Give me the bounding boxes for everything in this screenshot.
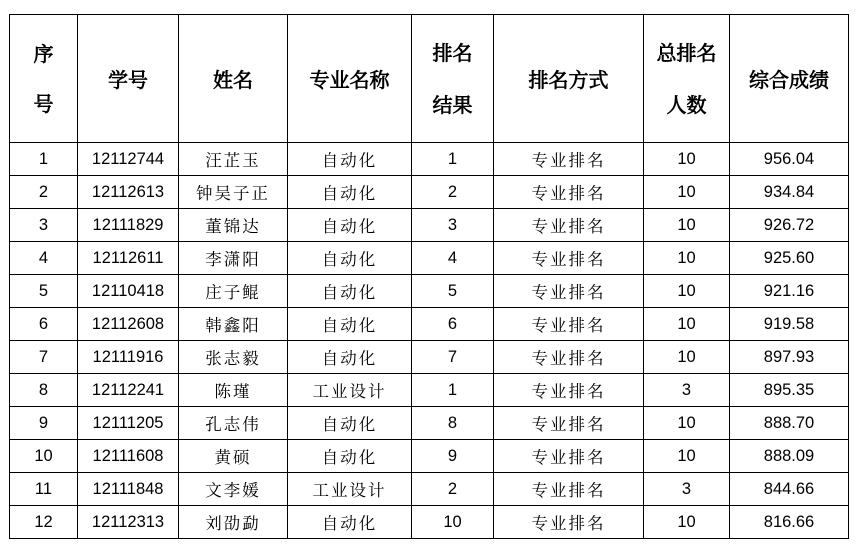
cell-total: 10 <box>644 209 730 242</box>
cell-rank: 3 <box>412 209 494 242</box>
cell-seq: 6 <box>10 308 78 341</box>
cell-student-id: 12110418 <box>78 275 179 308</box>
cell-score: 956.04 <box>730 143 849 176</box>
cell-rank-method: 专业排名 <box>494 407 644 440</box>
cell-total: 3 <box>644 473 730 506</box>
header-total-count <box>644 15 730 143</box>
cell-seq: 1 <box>10 143 78 176</box>
cell-student-id: 12112744 <box>78 143 179 176</box>
cell-score: 925.60 <box>730 242 849 275</box>
table-row <box>10 506 849 539</box>
cell-seq: 11 <box>10 473 78 506</box>
header-student-id-label: 学号 <box>108 68 148 92</box>
cell-rank-method: 专业排名 <box>494 176 644 209</box>
cell-seq: 7 <box>10 341 78 374</box>
cell-total: 10 <box>644 308 730 341</box>
cell-name: 孔志伟 <box>179 407 288 440</box>
cell-score: 919.58 <box>730 308 849 341</box>
cell-total: 10 <box>644 242 730 275</box>
cell-name: 董锦达 <box>179 209 288 242</box>
cell-total: 3 <box>644 374 730 407</box>
cell-total: 10 <box>644 407 730 440</box>
cell-name: 刘劭勐 <box>179 506 288 539</box>
header-rank-method <box>494 15 644 143</box>
cell-name: 黄硕 <box>179 440 288 473</box>
table-row <box>10 176 849 209</box>
cell-major: 自动化 <box>288 308 412 341</box>
cell-name: 陈瑾 <box>179 374 288 407</box>
table-header <box>10 15 849 143</box>
cell-rank-method: 专业排名 <box>494 374 644 407</box>
cell-total: 10 <box>644 275 730 308</box>
cell-student-id: 12111916 <box>78 341 179 374</box>
cell-score: 816.66 <box>730 506 849 539</box>
cell-student-id: 12112313 <box>78 506 179 539</box>
cell-seq: 9 <box>10 407 78 440</box>
cell-rank-method: 专业排名 <box>494 308 644 341</box>
table-row <box>10 341 849 374</box>
cell-student-id: 12111829 <box>78 209 179 242</box>
cell-major: 自动化 <box>288 242 412 275</box>
header-seq-line1: 序 <box>33 41 54 66</box>
cell-total: 10 <box>644 341 730 374</box>
cell-major: 自动化 <box>288 275 412 308</box>
cell-score: 897.93 <box>730 341 849 374</box>
cell-seq: 10 <box>10 440 78 473</box>
header-row <box>10 15 849 143</box>
cell-score: 934.84 <box>730 176 849 209</box>
cell-rank: 2 <box>412 473 494 506</box>
cell-seq: 8 <box>10 374 78 407</box>
cell-seq: 2 <box>10 176 78 209</box>
cell-major: 工业设计 <box>288 374 412 407</box>
cell-rank-method: 专业排名 <box>494 242 644 275</box>
cell-student-id: 12112613 <box>78 176 179 209</box>
header-score <box>730 15 849 143</box>
cell-rank: 10 <box>412 506 494 539</box>
cell-rank-method: 专业排名 <box>494 209 644 242</box>
header-student-id <box>78 15 179 143</box>
cell-rank-method: 专业排名 <box>494 506 644 539</box>
cell-name: 钟吴子正 <box>179 176 288 209</box>
cell-total: 10 <box>644 143 730 176</box>
cell-seq: 4 <box>10 242 78 275</box>
cell-rank: 5 <box>412 275 494 308</box>
cell-score: 888.70 <box>730 407 849 440</box>
cell-score: 921.16 <box>730 275 849 308</box>
cell-major: 自动化 <box>288 506 412 539</box>
table-row <box>10 440 849 473</box>
header-rank-line2: 结果 <box>432 92 473 117</box>
table-row <box>10 242 849 275</box>
header-seq <box>10 15 78 143</box>
cell-name: 庄子鲲 <box>179 275 288 308</box>
table-row <box>10 374 849 407</box>
cell-total: 10 <box>644 176 730 209</box>
cell-seq: 12 <box>10 506 78 539</box>
cell-score: 926.72 <box>730 209 849 242</box>
cell-score: 888.09 <box>730 440 849 473</box>
cell-student-id: 12111608 <box>78 440 179 473</box>
cell-total: 10 <box>644 440 730 473</box>
cell-major: 自动化 <box>288 209 412 242</box>
cell-major: 自动化 <box>288 440 412 473</box>
header-total-line1: 总排名 <box>656 40 717 65</box>
cell-student-id: 12112608 <box>78 308 179 341</box>
header-major <box>288 15 412 143</box>
cell-student-id: 12112241 <box>78 374 179 407</box>
cell-total: 10 <box>644 506 730 539</box>
cell-name: 李潇阳 <box>179 242 288 275</box>
cell-score: 844.66 <box>730 473 849 506</box>
table-row <box>10 275 849 308</box>
table-row <box>10 473 849 506</box>
cell-major: 自动化 <box>288 341 412 374</box>
table-row <box>10 407 849 440</box>
header-rank-result <box>412 15 494 143</box>
cell-name: 文李媛 <box>179 473 288 506</box>
cell-rank-method: 专业排名 <box>494 143 644 176</box>
cell-name: 韩鑫阳 <box>179 308 288 341</box>
header-seq-line2: 号 <box>33 91 54 116</box>
header-rank-line1: 排名 <box>432 40 473 65</box>
cell-major: 自动化 <box>288 176 412 209</box>
cell-rank: 8 <box>412 407 494 440</box>
table-body <box>10 143 849 539</box>
cell-rank-method: 专业排名 <box>494 440 644 473</box>
header-score-label: 综合成绩 <box>749 68 829 92</box>
cell-rank: 9 <box>412 440 494 473</box>
cell-name: 张志毅 <box>179 341 288 374</box>
cell-student-id: 12111205 <box>78 407 179 440</box>
cell-seq: 3 <box>10 209 78 242</box>
cell-rank: 2 <box>412 176 494 209</box>
cell-rank: 1 <box>412 143 494 176</box>
cell-rank-method: 专业排名 <box>494 341 644 374</box>
cell-rank-method: 专业排名 <box>494 275 644 308</box>
table-row <box>10 209 849 242</box>
header-total-line2: 人数 <box>666 92 707 117</box>
cell-seq: 5 <box>10 275 78 308</box>
cell-rank-method: 专业排名 <box>494 473 644 506</box>
header-name-label: 姓名 <box>213 68 253 92</box>
cell-major: 工业设计 <box>288 473 412 506</box>
cell-rank: 6 <box>412 308 494 341</box>
cell-student-id: 12112611 <box>78 242 179 275</box>
header-name <box>179 15 288 143</box>
cell-name: 汪芷玉 <box>179 143 288 176</box>
cell-major: 自动化 <box>288 407 412 440</box>
header-major-label: 专业名称 <box>309 68 390 92</box>
cell-major: 自动化 <box>288 143 412 176</box>
ranking-table <box>9 14 849 539</box>
cell-score: 895.35 <box>730 374 849 407</box>
cell-rank: 1 <box>412 374 494 407</box>
header-rank-method-label: 排名方式 <box>528 68 609 92</box>
cell-rank: 7 <box>412 341 494 374</box>
cell-rank: 4 <box>412 242 494 275</box>
cell-student-id: 12111848 <box>78 473 179 506</box>
table-row <box>10 143 849 176</box>
table-row <box>10 308 849 341</box>
